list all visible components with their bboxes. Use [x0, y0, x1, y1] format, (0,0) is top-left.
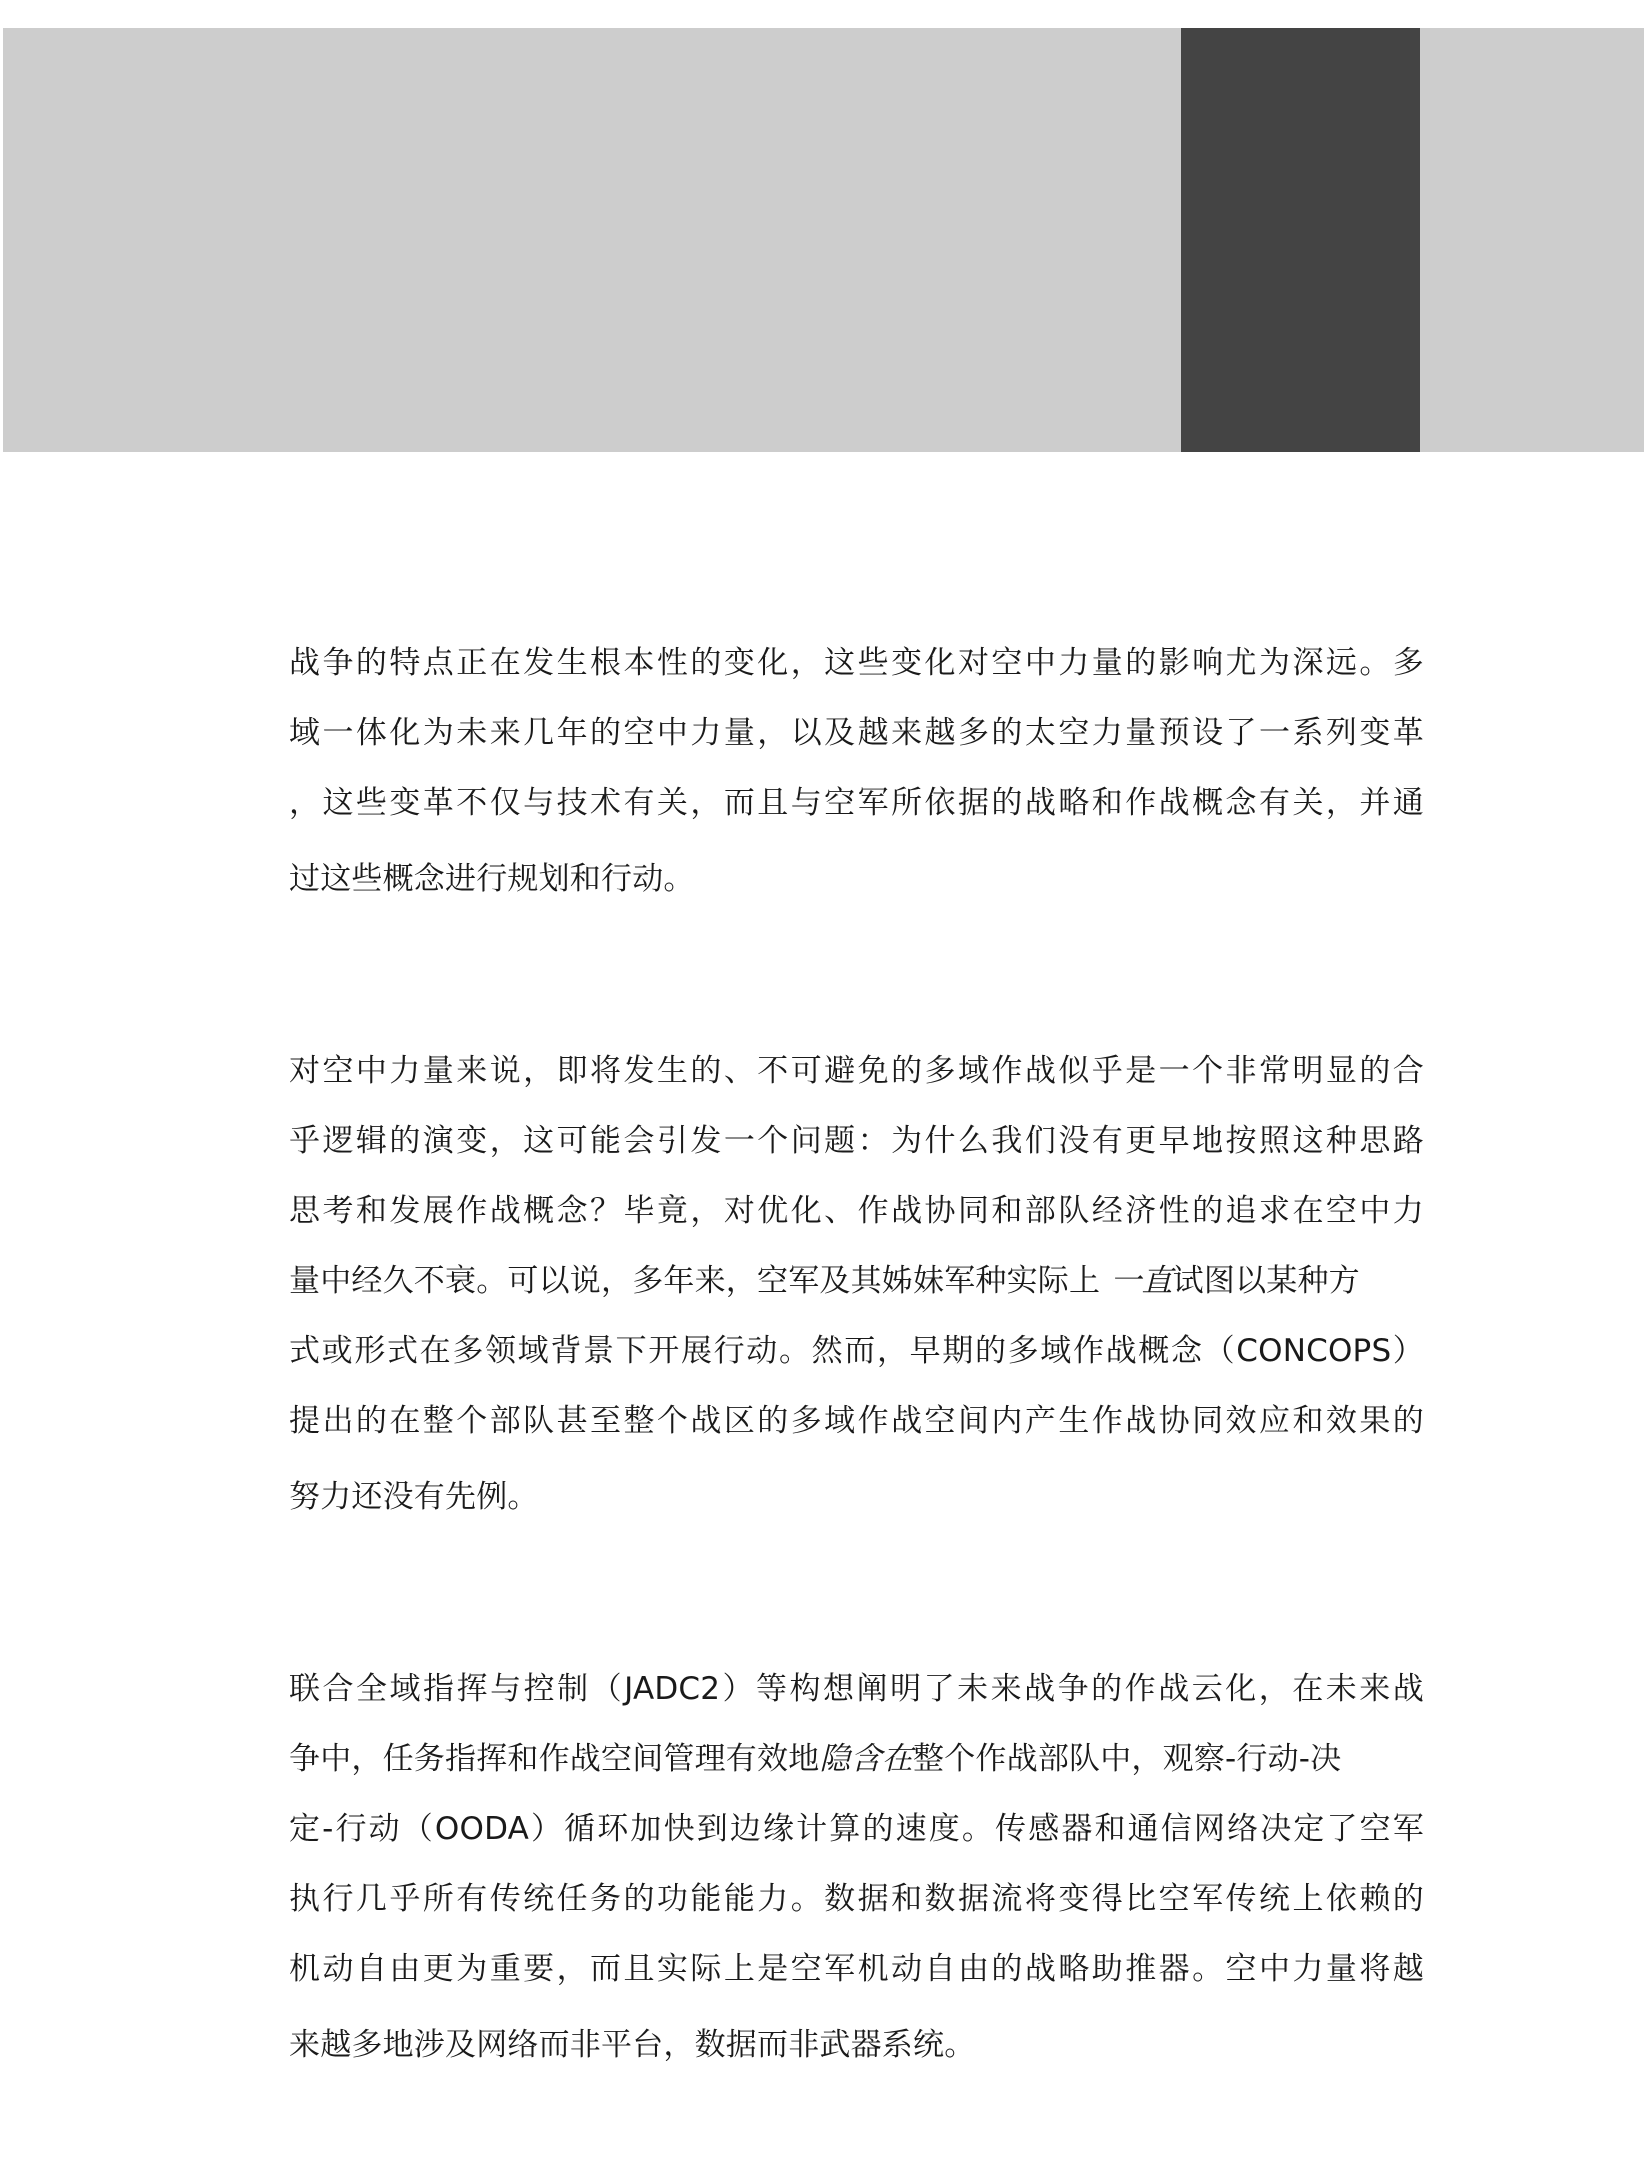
paragraph-3-line-1: 联合全域指挥与控制（JADC2）等构想阐明了未来战争的作战云化，在未来战 — [289, 1671, 1424, 1707]
paragraph-2-line-4-end: 试图以某种方 — [1172, 1263, 1360, 1299]
paragraph-1-line-2: 域一体化为未来几年的空中力量，以及越来越多的太空力量预设了一系列变革 — [289, 715, 1424, 751]
paragraph-2-line-4 — [289, 1246, 1424, 1316]
paragraph-2-line-5: 式或形式在多领域背景下开展行动。然而，早期的多域作战概念（CONCOPS） — [289, 1333, 1424, 1369]
paragraph-3-line-4: 执行几乎所有传统任务的功能能力。数据和数据流将变得比空军传统上依赖的 — [289, 1881, 1424, 1917]
paragraph-2 — [289, 1036, 1424, 1532]
paragraph-1-line-4: 过这些概念进行规划和行动。 — [289, 861, 695, 897]
paragraph-2-line-2: 乎逻辑的演变，这可能会引发一个问题：为什么我们没有更早地按照这种思路 — [289, 1123, 1424, 1159]
header-banner-dark-block — [1181, 28, 1420, 452]
paragraph-2-line-4-start: 量中经久不衰。可以说，多年来，空军及其姊妹军种实际上 — [289, 1263, 1101, 1299]
paragraph-3-line-2 — [289, 1724, 1424, 1794]
paragraph-2-emphasis: 一直 — [1110, 1263, 1173, 1299]
paragraph-3-line-2-start: 争中，任务指挥和作战空间管理有效地 — [289, 1741, 820, 1777]
paragraph-2-line-7: 努力还没有先例。 — [289, 1479, 539, 1515]
paragraph-1-line-3: ，这些变革不仅与技术有关，而且与空军所依据的战略和作战概念有关，并通 — [289, 785, 1424, 821]
paragraph-2-line-6: 提出的在整个部队甚至整个战区的多域作战空间内产生作战协同效应和效果的 — [289, 1403, 1424, 1439]
paragraph-3-line-2-end: 整个作战部队中，观察-行动-决 — [913, 1741, 1342, 1777]
paragraph-1-line-1: 战争的特点正在发生根本性的变化，这些变化对空中力量的影响尤为深远。多 — [289, 645, 1424, 681]
paragraph-3-line-6: 来越多地涉及网络而非平台，数据而非武器系统。 — [289, 2027, 976, 2063]
paragraph-3-line-5: 机动自由更为重要，而且实际上是空军机动自由的战略助推器。空中力量将越 — [289, 1951, 1424, 1987]
paragraph-1 — [289, 628, 1424, 914]
paragraph-3-emphasis: 隐含在 — [819, 1741, 914, 1777]
paragraph-3-line-3: 定-行动（OODA）循环加快到边缘计算的速度。传感器和通信网络决定了空军 — [289, 1811, 1424, 1847]
paragraph-2-line-3: 思考和发展作战概念？毕竟，对优化、作战协同和部队经济性的追求在空中力 — [289, 1193, 1424, 1229]
paragraph-3 — [289, 1654, 1424, 2080]
document-body — [289, 628, 1424, 2080]
paragraph-2-line-1: 对空中力量来说，即将发生的、不可避免的多域作战似乎是一个非常明显的合 — [289, 1053, 1424, 1089]
